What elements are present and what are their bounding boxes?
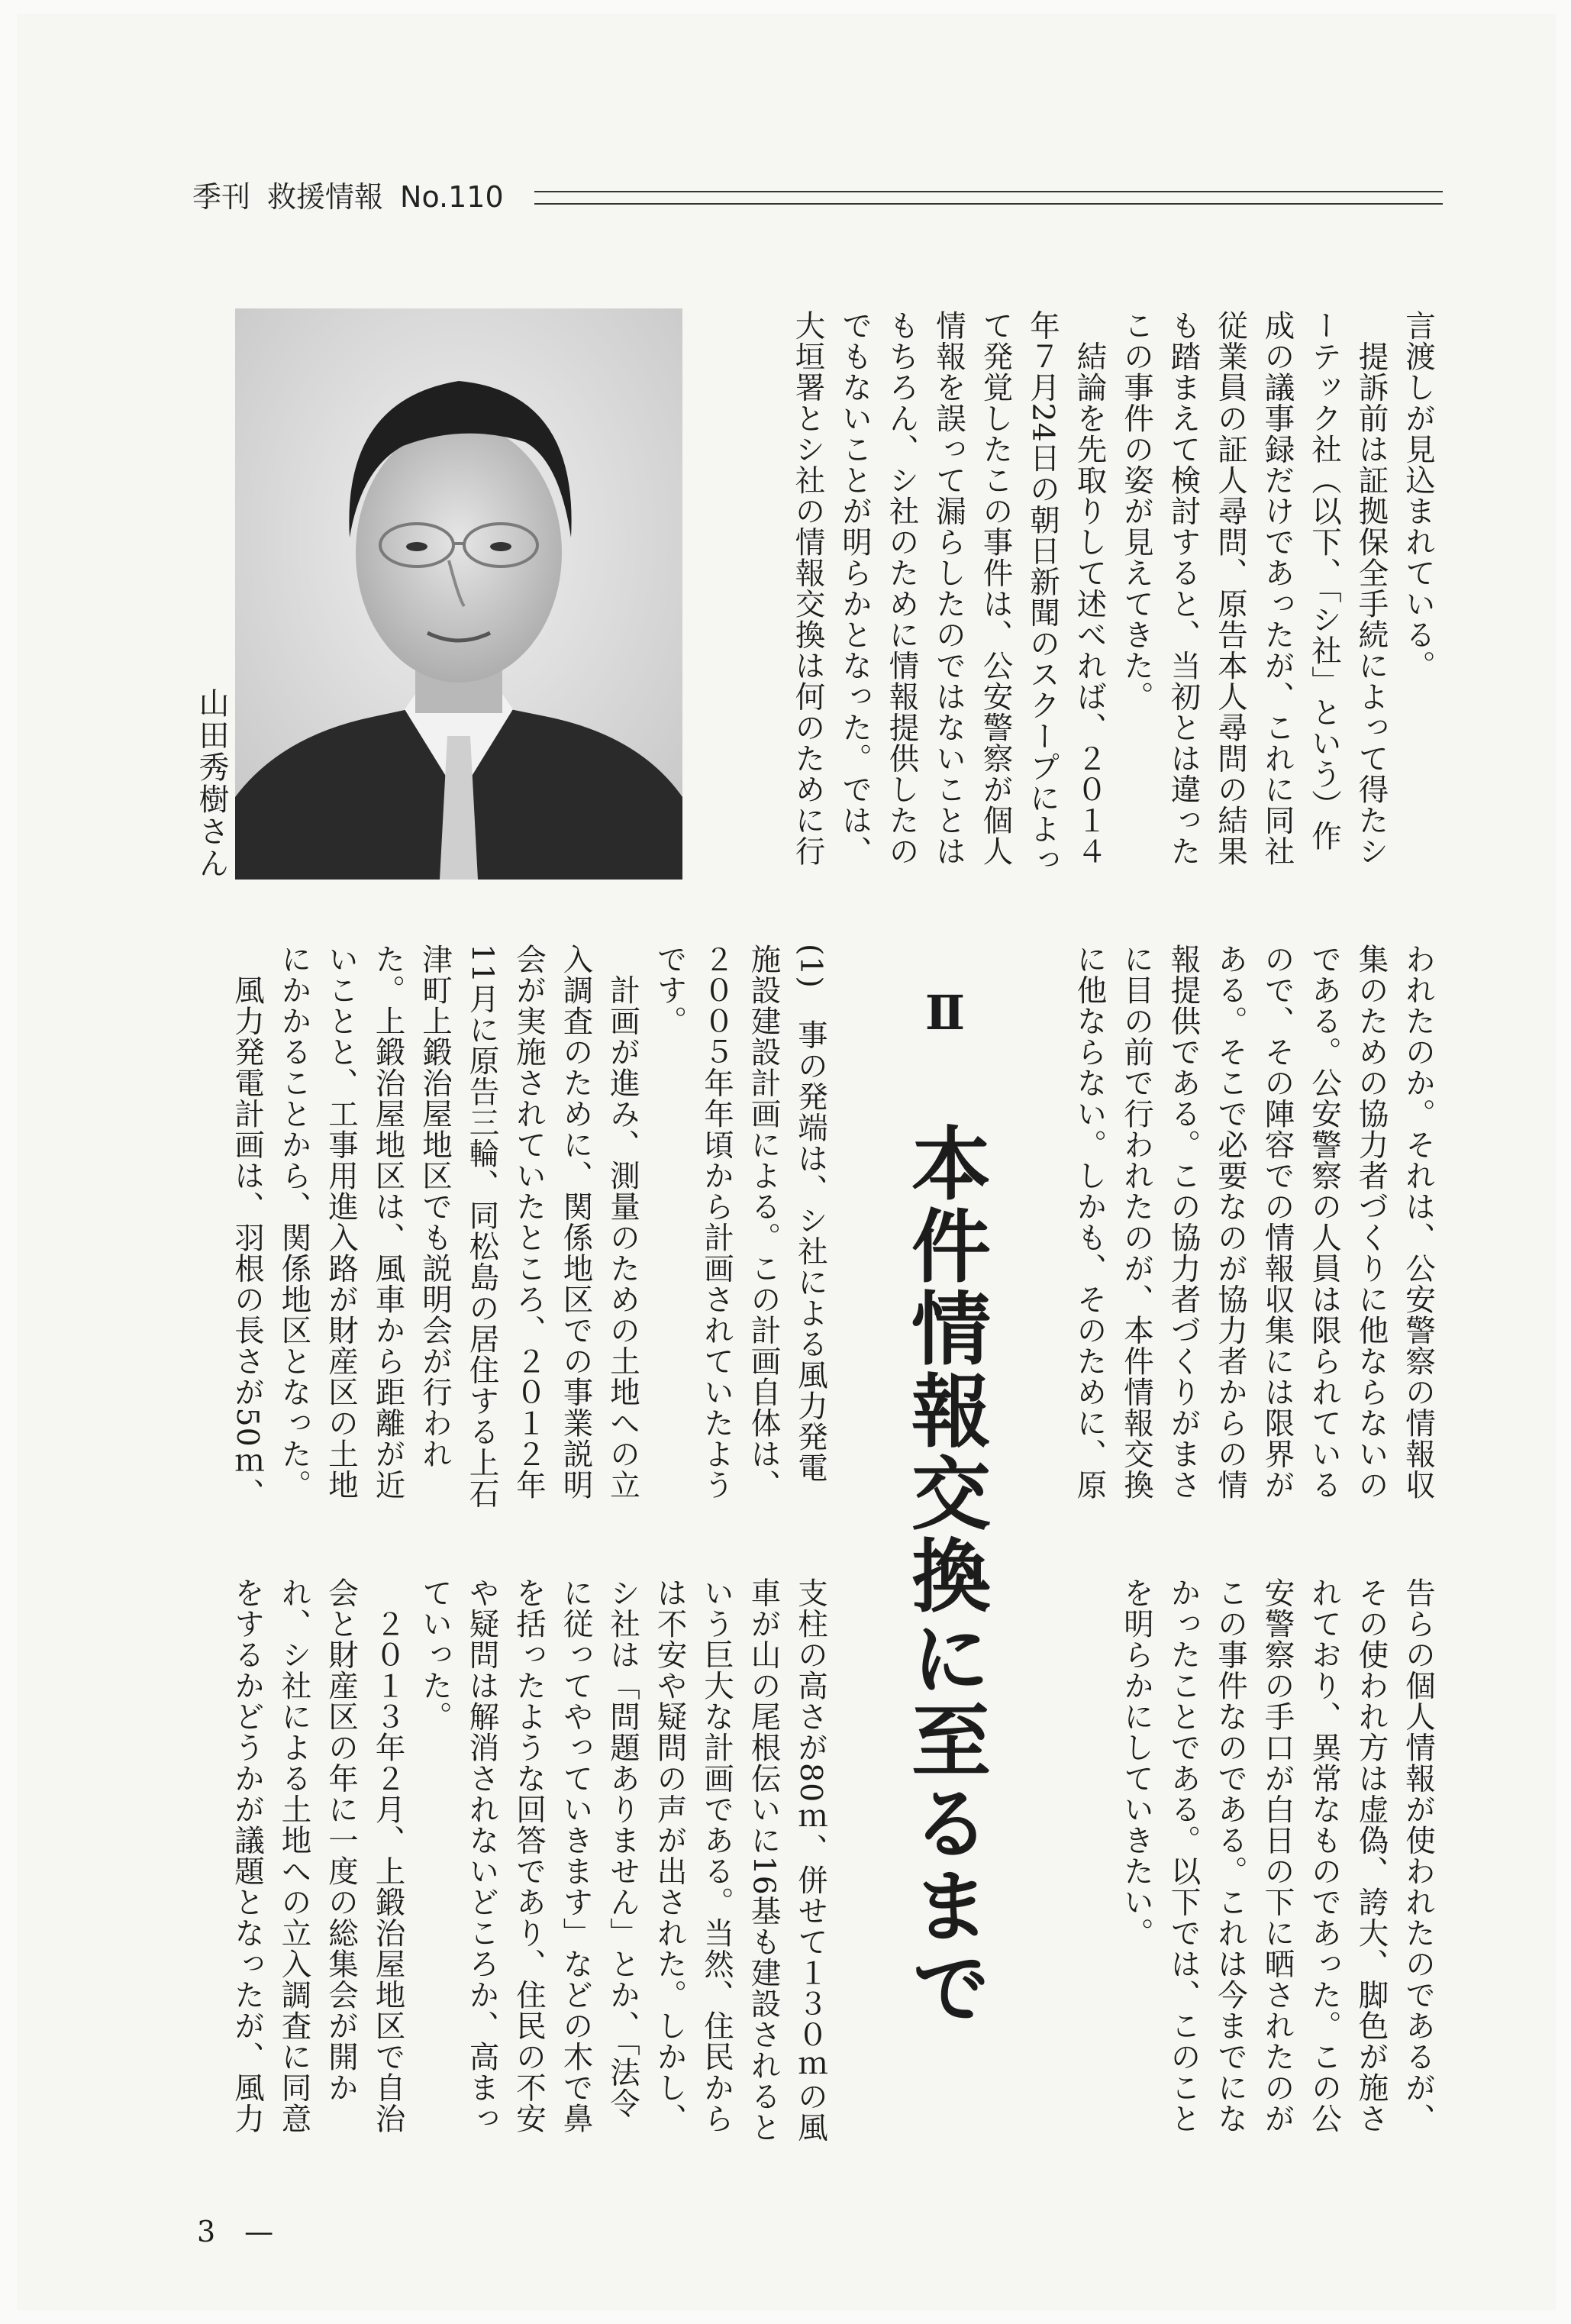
- header-label-quarterly: 季刊: [192, 180, 251, 214]
- section-number: Ⅱ: [924, 985, 966, 1041]
- author-portrait: [235, 308, 682, 880]
- header-double-rule: [534, 191, 1443, 205]
- portrait-caption: 山田秀樹さん: [194, 687, 229, 880]
- text-column-middle-right: われたのか。それは、公安警察の情報収 集のための協力者づくりに他ならないの である。公安警察の人員は限られている ので、その陣容での情報収集には限界が ある。そこで必要なのが協力者からの情 報提供である。この協力者づくりがまさ に目の前で行われたのが、本件情報交換 に他ならない。しかも、そのために、原: [1072, 944, 1436, 1500]
- header-label-journal: 救援情報: [267, 180, 384, 214]
- text-column-middle-left: (1) 事の発端は、シ社による風力発電 施設建設計画による。この計画自体は、 ２００５年年頃から計画されていたよう です。 計画が進み、測量のための土地への立 入調査のために、関係地区での事業説明 会が実施されていたところ、２０１２年 11月に原告三輪、同松島の居住する上石 津町上鍛治屋地区でも説明会が行われ た。上鍛治屋地区は、風車から距離が近 いことと、工事用進入路が財産区の土地 にかかることから、関係地区となった。 風力発電計画は、羽根の長さが50ｍ、: [230, 944, 828, 1509]
- text-column-bottom-right: 告らの個人情報が使われたのであるが、 その使われ方は虚偽、誇大、脚色が施さ れており、異常なものであった。この公 安警察の手口が白日の下に晒されたのが この事件なのである。これは今までにな かったことである。以下では、このこと を明らかにしていきたい。: [1119, 1577, 1436, 2134]
- text-column-top-right: 言渡しが見込まれている。 提訴前は証拠保全手続によって得たシ ーテック社（以下、「シ社」という）作 成の議事録だけであったが、これに同社 従業員の証人尋問、原告本人尋問の結果 も踏まえて検討すると、当初とは違った この事件の姿が見えてきた。 結論を先取りして述べれば、２０１４ 年７月24日の朝日新聞のスクープによっ て発覚したこの事件は、公安警察が個人 情報を誤って漏らしたのではないことは もちろん、シ社のために情報提供したの でもないことが明らかとなった。では、 大垣署とシ社の情報交換は何のために行: [790, 310, 1436, 876]
- section-heading: 本件情報交換に至るまで: [898, 1122, 992, 2029]
- portrait-illustration: [235, 308, 682, 880]
- header-issue-number: No.110: [400, 180, 504, 214]
- journal-header: [192, 174, 521, 220]
- text-column-bottom-left: 支柱の高さが80ｍ、併せて１３０ｍの風 車が山の尾根伝いに16基も建設されると いう巨大な計画である。当然、住民から は不安や疑問の声が出された。しかし、 シ社は「問題ありません」とか、「法令 に従ってやっていきます」などの木で鼻 を括ったような回答であり、住民の不安 や疑問は解消されないどころか、高まっ ていった。 ２０１３年２月、上鍛治屋地区で自治 会と財産区の年に一度の総集会が開か れ、シ社による土地への立入調査に同意 をするかどうかが議題となったが、風力: [230, 1577, 828, 2143]
- page-number: 3 —: [197, 2215, 274, 2248]
